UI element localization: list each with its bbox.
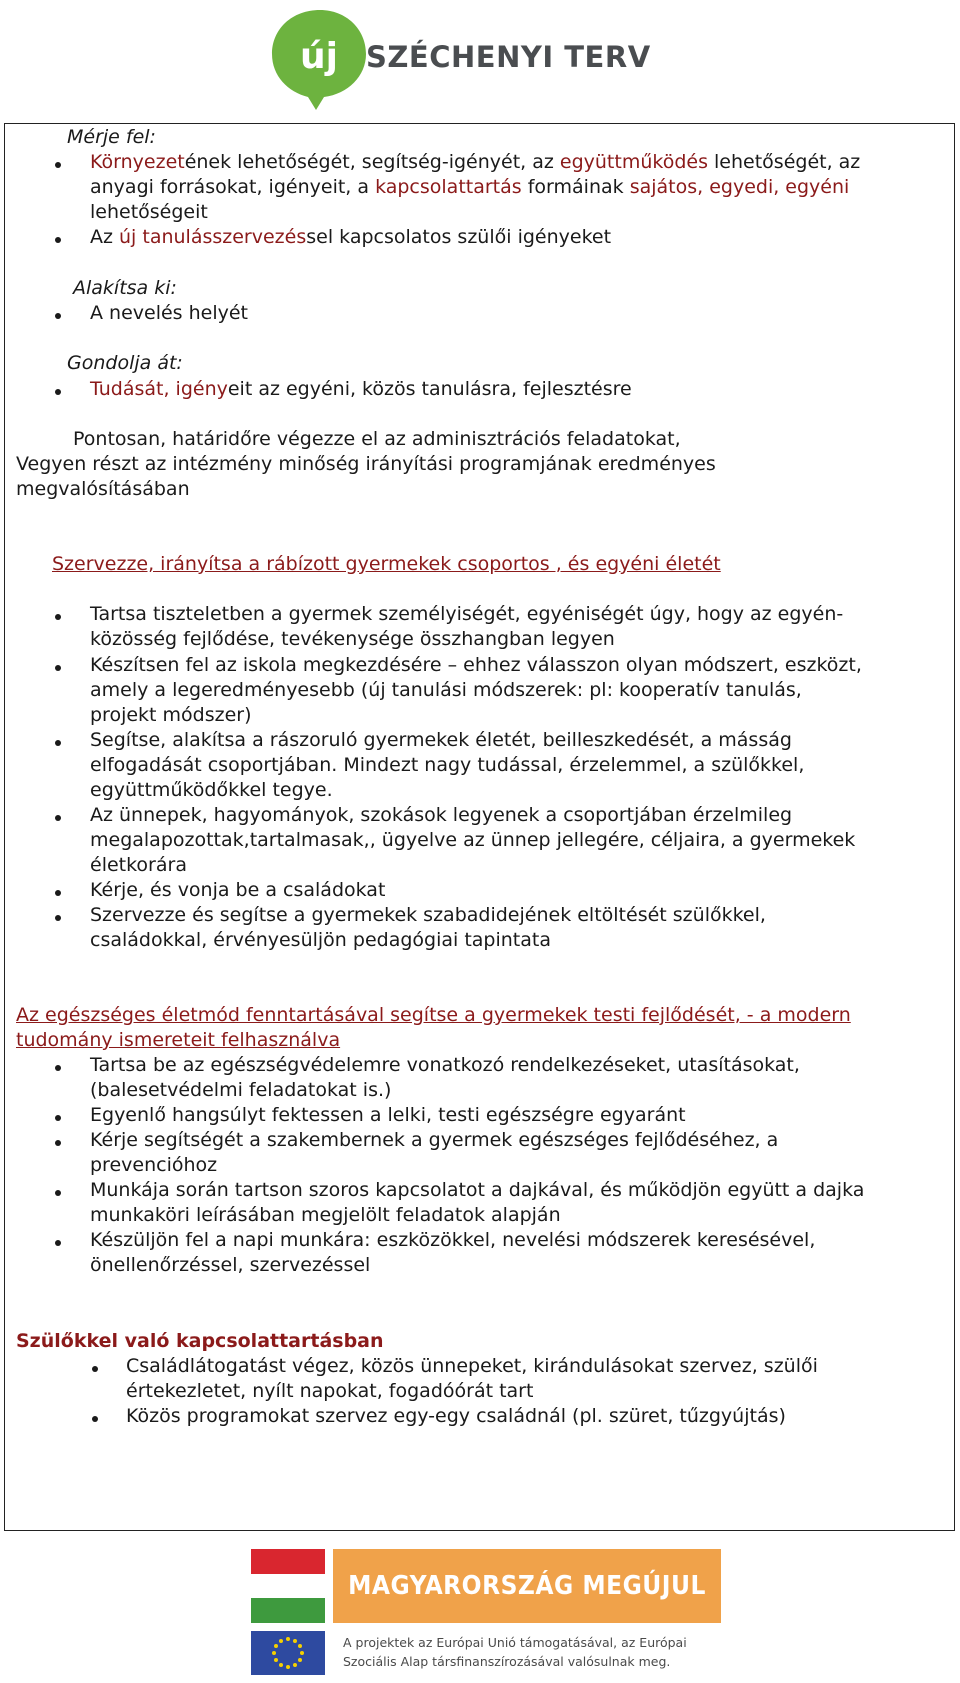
- bullet-dot: [55, 890, 61, 896]
- bullet-dot: [55, 815, 61, 821]
- bullet-dot: [55, 1065, 61, 1071]
- heading-szervezze: Szervezze, irányítsa a rábízott gyermekek csoportos , és egyéni életét: [52, 553, 721, 575]
- heading-egeszseges-line-2: tudomány ismereteit felhasználva: [16, 1029, 341, 1051]
- szervezze-item-6-line-2: családokkal, érvényesüljön pedagógiai tapintata: [90, 929, 551, 951]
- egeszseg-item-5-line-1: Készüljön fel a napi munkára: eszközökkel, nevelési módszerek keresésével,: [90, 1229, 816, 1251]
- magyarorszag-megujul-banner: [243, 1541, 725, 1677]
- bullet-dot: [55, 1115, 61, 1121]
- bullet-dot: [92, 1366, 98, 1372]
- szervezze-item-4-line-1: Az ünnepek, hagyományok, szokások legyenek a csoportjában érzelmileg: [90, 804, 793, 826]
- egeszseg-item-3-line-2: prevencióhoz: [90, 1154, 218, 1176]
- egeszseg-item-2: Egyenlő hangsúlyt fektessen a lelki, testi egészségre egyaránt: [90, 1104, 686, 1126]
- hungarian-flag-icon: [251, 1549, 325, 1623]
- szervezze-item-3-line-3: együttműködőkkel tegye.: [90, 779, 333, 801]
- szervezze-item-6-line-1: Szervezze és segítse a gyermekek szabadidejének eltöltését szülőkkel,: [90, 904, 766, 926]
- bullet-dot: [92, 1416, 98, 1422]
- bullet-dot: [55, 1140, 61, 1146]
- heading-egeszseges-line-1: Az egészséges életmód fenntartásával segítse a gyermekek testi fejlődését, - a modern: [16, 1004, 851, 1026]
- szervezze-item-3-line-1: Segítse, alakítsa a rászoruló gyermekek életét, beilleszkedését, a másság: [90, 729, 792, 751]
- szervezze-item-1-line-2: közösség fejlődése, tevékenysége összhangban legyen: [90, 628, 615, 650]
- brand-word-1: SZÉCHENYI: [366, 40, 554, 74]
- heading-szulokkel: Szülőkkel való kapcsolattartásban: [16, 1330, 384, 1352]
- paragraph-line-2: Vegyen részt az intézmény minőség irányítási programjának eredményes: [16, 453, 716, 475]
- egeszseg-item-4-line-2: munkaköri leírásában megjelölt feladatok alapján: [90, 1204, 561, 1226]
- szervezze-item-2-line-1: Készítsen fel az iskola megkezdésére – ehhez válasszon olyan módszert, eszközt,: [90, 654, 862, 676]
- logo-badge-text: új: [300, 36, 338, 77]
- eu-support-text: A projektek az Európai Unió támogatásával, az Európai Szociális Alap társfinanszírozásával valósulnak meg.: [343, 1635, 687, 1669]
- egeszseg-item-1-line-1: Tartsa be az egészségvédelemre vonatkozó rendelkezéseket, utasításokat,: [90, 1054, 800, 1076]
- bullet-dot: [55, 1240, 61, 1246]
- brand-word-2: TERV: [564, 40, 651, 74]
- bullet-dot: [55, 740, 61, 746]
- merje-item-1-line-2: anyagi forrásokat, igényeit, a kapcsolattartás formáinak sajátos, egyedi, egyéni: [90, 176, 850, 198]
- szervezze-item-2-line-3: projekt módszer): [90, 704, 252, 726]
- merje-item-1-line-1: Környezetének lehetőségét, segítség-igényét, az együttműködés lehetőségét, az: [90, 151, 861, 173]
- szervezze-item-4-line-3: életkorára: [90, 854, 187, 876]
- bullet-dot: [55, 313, 61, 319]
- szervezze-item-3-line-2: elfogadását csoportjában. Mindezt nagy tudással, érzelemmel, a szülőkkel,: [90, 754, 805, 776]
- heading-alakitsa-ki: Alakítsa ki:: [73, 277, 177, 299]
- szechenyi-terv-logo: [270, 8, 710, 112]
- bullet-dot: [55, 1190, 61, 1196]
- eu-flag-icon: [251, 1631, 325, 1675]
- brand-title: [366, 40, 651, 74]
- szulok-item-1-line-1: Családlátogatást végez, közös ünnepeket, kirándulásokat szervez, szülői: [126, 1355, 818, 1377]
- egeszseg-item-5-line-2: önellenőrzéssel, szervezéssel: [90, 1254, 371, 1276]
- paragraph-line-1: Pontosan, határidőre végezze el az adminisztrációs feladatokat,: [73, 428, 681, 450]
- heading-merje-fel: Mérje fel:: [67, 126, 156, 148]
- merje-item-2: Az új tanulásszervezéssel kapcsolatos szülői igényeket: [90, 226, 612, 248]
- szervezze-item-5: Kérje, és vonja be a családokat: [90, 879, 386, 901]
- bullet-dot: [55, 614, 61, 620]
- szulok-item-1-line-2: értekezletet, nyílt napokat, fogadóórát tart: [126, 1380, 534, 1402]
- bullet-dot: [55, 237, 61, 243]
- szulok-item-2: Közös programokat szervez egy-egy családnál (pl. szüret, tűzgyújtás): [126, 1405, 786, 1427]
- szervezze-item-1-line-1: Tartsa tiszteletben a gyermek személyiségét, egyéniségét úgy, hogy az egyén-: [90, 603, 844, 625]
- bullet-dot: [55, 389, 61, 395]
- egeszseg-item-4-line-1: Munkája során tartson szoros kapcsolatot a dajkával, és működjön együtt a dajka: [90, 1179, 865, 1201]
- speech-bubble-icon: [270, 8, 370, 112]
- szervezze-item-2-line-2: amely a legeredményesebb (új tanulási módszerek: pl: kooperatív tanulás,: [90, 679, 802, 701]
- bullet-dot: [55, 665, 61, 671]
- bullet-dot: [55, 915, 61, 921]
- gondolja-item-1: Tudását, igényeit az egyéni, közös tanulásra, fejlesztésre: [90, 378, 632, 400]
- egeszseg-item-3-line-1: Kérje segítségét a szakembernek a gyermek egészséges fejlődéséhez, a: [90, 1129, 779, 1151]
- egeszseg-item-1-line-2: (balesetvédelmi feladatokat is.): [90, 1079, 392, 1101]
- banner-title: MAGYARORSZÁG MEGÚJUL: [333, 1549, 721, 1623]
- paragraph-line-3: megvalósításában: [16, 478, 190, 500]
- bullet-dot: [55, 162, 61, 168]
- heading-gondolja-at: Gondolja át:: [67, 352, 183, 374]
- szervezze-item-4-line-2: megalapozottak,tartalmasak,, ügyelve az ünnep jellegére, céljaira, a gyermekek: [90, 829, 856, 851]
- alakitsa-item-1: A nevelés helyét: [90, 302, 249, 324]
- merje-item-1-line-3: lehetőségeit: [90, 201, 208, 223]
